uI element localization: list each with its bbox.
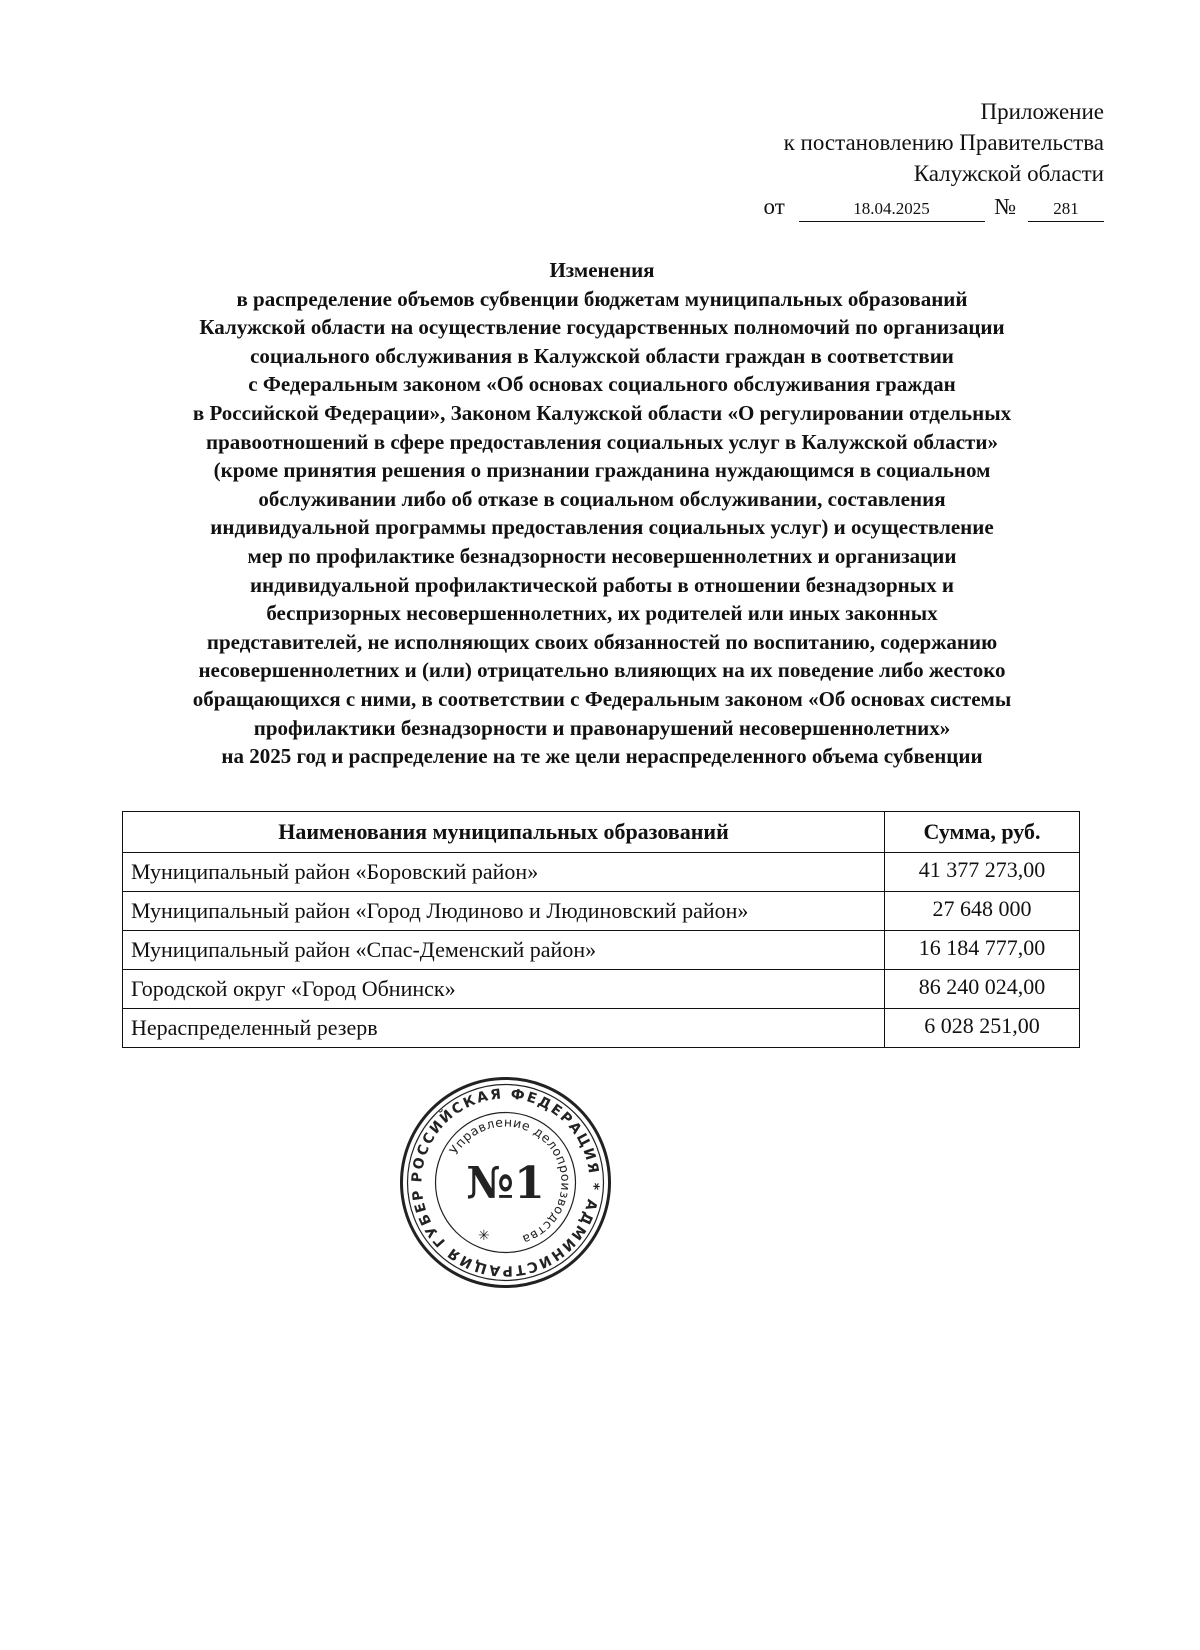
decree-date: 18.04.2025	[799, 198, 985, 222]
title-line: профилактики безнадзорности и правонарушений несовершеннолетних»	[253, 715, 951, 740]
table-row	[123, 970, 1080, 1009]
amount-value: 16 184 777,00	[885, 931, 1080, 970]
table-row	[123, 892, 1080, 931]
header-amount: Сумма, руб.	[885, 812, 1080, 853]
municipality-name: Муниципальный район «Спас-Деменский район»	[123, 931, 885, 970]
amount-value: 6 028 251,00	[885, 1009, 1080, 1048]
appendix-block	[764, 96, 1104, 222]
title-line: правоотношений в сфере предоставления социальных услуг в Калужской области»	[206, 429, 998, 454]
title-line: мер по профилактике безнадзорности несовершеннолетних и организации	[247, 543, 957, 568]
distribution-table	[122, 811, 1080, 1048]
decree-date-number-line	[764, 191, 1104, 222]
title-line: с Федеральным законом «Об основах социального обслуживания граждан	[248, 372, 956, 397]
title-line: представителей, не исполняющих своих обязанностей по воспитанию, содержанию	[206, 629, 998, 654]
title-heading: Изменения	[549, 258, 655, 282]
seal-inner-text: Управление делопроизводства	[446, 1114, 574, 1248]
title-line: в Российской Федерации», Законом Калужской области «О регулировании отдельных	[192, 400, 1012, 425]
municipality-name: Муниципальный район «Город Людиново и Людиновский район»	[123, 892, 885, 931]
title-line: обращающихся с ними, в соответствии с Федеральным законом «Об основах системы	[192, 686, 1012, 711]
amount-value: 86 240 024,00	[885, 970, 1080, 1009]
header-municipality: Наименования муниципальных образований	[123, 812, 885, 853]
official-seal	[398, 1075, 613, 1290]
appendix-region: Калужской области	[913, 161, 1104, 186]
seal-graphic	[398, 1075, 613, 1290]
subvention-table	[122, 811, 1080, 1048]
seal-star-icon: ✳	[478, 1228, 490, 1244]
appendix-decree-ref: к постановлению Правительства	[783, 130, 1104, 155]
appendix-title: Приложение	[980, 99, 1104, 124]
number-label: №	[994, 194, 1017, 219]
table-row	[123, 853, 1080, 892]
title-line: индивидуальной программы предоставления социальных услуг) и осуществление	[210, 515, 994, 540]
amount-value: 27 648 000	[885, 892, 1080, 931]
seal-number: №1	[466, 1158, 545, 1209]
table-row	[123, 931, 1080, 970]
title-line: обслуживании либо об отказе в социальном обслуживании, составления	[258, 486, 946, 511]
title-line: на 2025 год и распределение на те же цели нераспределенного объема субвенции	[221, 744, 983, 769]
title-line: социального обслуживания в Калужской области граждан в соответствии	[250, 343, 954, 368]
amount-value: 41 377 273,00	[885, 853, 1080, 892]
title-line: (кроме принятия решения о признании гражданина нуждающимся в социальном	[213, 458, 991, 483]
table-header-row	[123, 812, 1080, 853]
title-line: беспризорных несовершеннолетних, их родителей или иных законных	[266, 601, 938, 626]
table-row	[123, 1009, 1080, 1048]
date-label: от	[763, 194, 785, 219]
title-line: индивидуальной профилактической работы в отношении безнадзорных и	[249, 572, 955, 597]
municipality-name: Нераспределенный резерв	[123, 1009, 885, 1048]
municipality-name: Муниципальный район «Боровский район»	[123, 853, 885, 892]
document-title	[60, 256, 1144, 771]
municipality-name: Городской округ «Город Обнинск»	[123, 970, 885, 1009]
seal-outer-text: РОССИЙСКАЯ ФЕДЕРАЦИЯ * АДМИНИСТРАЦИЯ ГУБЕР	[409, 1086, 602, 1279]
decree-number: 281	[1028, 198, 1104, 222]
title-line: в распределение объемов субвенции бюджетам муниципальных образований	[236, 286, 968, 311]
title-line: Калужской области на осуществление государственных полномочий по организации	[199, 315, 1005, 340]
title-line: несовершеннолетних и (или) отрицательно влияющих на их поведение либо жестоко	[198, 658, 1006, 683]
